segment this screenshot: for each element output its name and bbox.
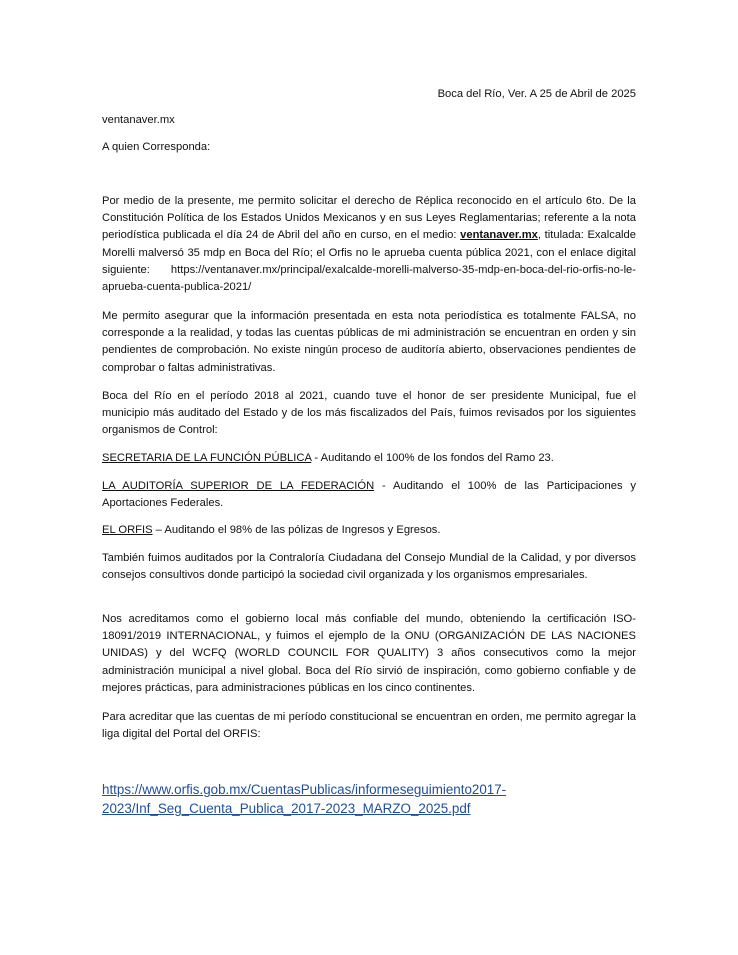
audit-item-asf	[102, 478, 636, 512]
orfis-link[interactable]	[102, 780, 636, 819]
audit-org: EL ORFIS	[102, 524, 153, 536]
orfis-link-line-2[interactable]: 2023/Inf_Seg_Cuenta_Publica_2017-2023_MARZO_2025.pdf	[102, 801, 471, 817]
audit-text: - Auditando el 100% de las Participaciones y Aportaciones Federales.	[102, 480, 636, 510]
paragraph-audits-intro: Boca del Río en el período 2018 al 2021, cuando tuve el honor de ser presidente Municipal, fue el municipio más auditado del Estado y de los más fiscalizados del País, fuimos revisados por los siguientes organismos de Control:	[102, 390, 636, 437]
request-intro: Por medio de la presente, me permito solicitar el derecho de Réplica reconocido en el artículo 6to. De la Constitución Política de los Estados Unidos Mexicanos y en sus Leyes Reglamentarias; referente a la nota periodística publicada el día 24 de Abril del año en curso, en el medio:	[102, 195, 636, 242]
audit-text: - Auditando el 100% de los fondos del Ramo 23.	[311, 452, 554, 464]
audit-item-orfis	[102, 522, 636, 539]
audit-org: SECRETARIA DE LA FUNCIÓN PÚBLICA	[102, 452, 312, 464]
audit-item-sfp	[102, 450, 636, 467]
paragraph-link-intro: Para acreditar que las cuentas de mi período constitucional se encuentran en orden, me permito agregar la liga digital del Portal del ORFIS:	[102, 711, 636, 741]
audit-text: – Auditando el 98% de las pólizas de Ingresos y Egresos.	[152, 524, 441, 536]
request-details: , titulada: Exalcalde Morelli malversó 35 mdp en Boca del Río; el Orfis no le aprueba cuenta pública 2021, con el enlace digital siguiente: https://ventanaver.mx/principal/exalcalde-morelli-malverso-35-mdp-en-boca-del-rio-orfis-no-le-aprueba-cuenta-publica-2021/	[102, 229, 636, 294]
date-line: Boca del Río, Ver. A 25 de Abril de 2025	[437, 88, 636, 100]
orfis-link-line-1[interactable]: https://www.orfis.gob.mx/CuentasPublicas/informeseguimiento2017-	[102, 782, 507, 797]
recipient: ventanaver.mx	[102, 114, 175, 126]
paragraph-request	[102, 193, 636, 296]
paragraph-certification: Nos acreditamos como el gobierno local más confiable del mundo, obteniendo la certificación ISO-18091/2019 INTERNACIONAL, y fuimos el ejemplo de la ONU (ORGANIZACIÓN DE LAS NACIONES UNIDAS) y del WCFQ (WORLD COUNCIL FOR QUALITY) 3 años consecutivos como la mejor administración municipal a nivel global. Boca del Río sirvió de inspiración, como gobierno confiable y de mejores prácticas, para administraciones públicas en los cinco continentes.	[102, 613, 636, 694]
audit-org: LA AUDITORÍA SUPERIOR DE LA FEDERACIÓN	[102, 480, 375, 492]
medium-name: ventanaver.mx	[460, 229, 538, 242]
paragraph-other-audits: También fuimos auditados por la Contraloría Ciudadana del Consejo Mundial de la Calidad, y por diversos consejos consultivos donde participó la sociedad civil organizada y los organismos empresariales.	[102, 552, 636, 582]
salutation: A quien Corresponda:	[102, 141, 211, 153]
paragraph-denial: Me permito asegurar que la información presentada en esta nota periodística es totalmente FALSA, no corresponde a la realidad, y todas las cuentas públicas de mi administración se encuentran en orden y sin pendientes de comprobación. No existe ningún proceso de auditoría abierto, observaciones pendientes de comprobar o faltas administrativas.	[102, 310, 636, 374]
